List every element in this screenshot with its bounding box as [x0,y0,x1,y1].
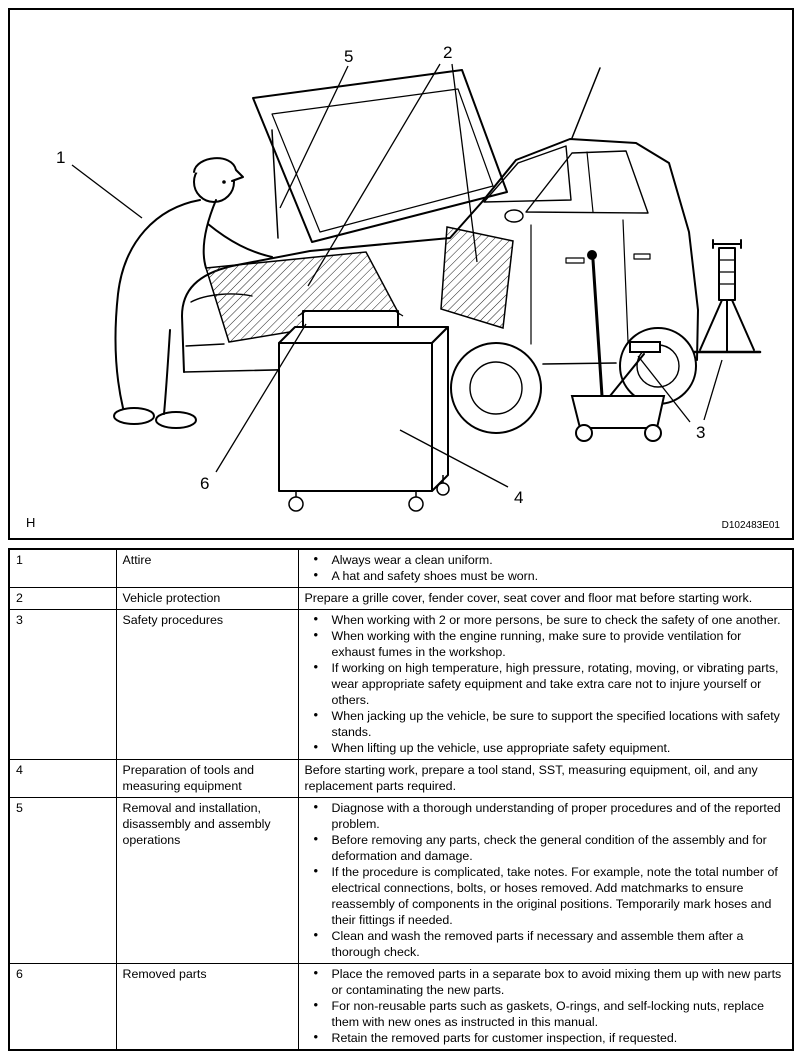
jack-handle [593,260,602,396]
table-row-removed-parts [9,964,793,1051]
mechanic-body [116,200,200,408]
safety-stand [694,240,760,352]
note-text: Prepare a grille cover, fender cover, seat cover and floor mat before starting work. [304,591,753,605]
antenna [572,68,600,138]
caster-wheel [409,497,423,511]
mechanic-shoe [114,408,154,424]
mechanic-arm [208,224,272,257]
table-row-removal-installation [9,798,793,964]
note-item: • Before removing any parts, check the general condition of the assembly and for deformation and damage. [305,832,787,864]
note-item: • If working on high temperature, high pressure, rotating, moving, or vibrating parts, wear appropriate safety equipment and take extra care not to injure yourself or others. [305,660,787,708]
callout-6: 6 [200,474,210,493]
row-notes [298,549,793,588]
stand-saddle [713,240,741,248]
jack-wheel [576,425,592,441]
table-row-tool-preparation [9,760,793,798]
table-row-vehicle-protection [9,588,793,610]
note-item: • When lifting up the vehicle, use appropriate safety equipment. [305,740,787,756]
stand-legs [700,300,754,352]
caster-wheel [437,483,449,495]
row-notes [298,798,793,964]
row-notes [298,588,793,610]
row-notes [298,610,793,760]
leader-line-1 [72,165,142,218]
callout-3: 3 [696,423,706,442]
row-notes [298,964,793,1051]
note-item: • For non-reusable parts such as gaskets, O-rings, and self-locking nuts, replace them with new ones as instructed in this manual. [305,998,787,1030]
row-number: 4 [9,760,116,798]
cart-front [279,343,432,491]
row-item: Vehicle protection [116,588,298,610]
mechanic-shoe [156,412,196,428]
note-item: • Clean and wash the removed parts if necessary and assemble them after a thorough check. [305,928,787,960]
row-item: Safety procedures [116,610,298,760]
callout-1: 1 [56,148,66,167]
note-item: • When working with 2 or more persons, be sure to check the safety of one another. [305,612,787,628]
callout-5: 5 [344,47,354,66]
note-item: • Place the removed parts in a separate box to avoid mixing them up with new parts or contaminating the new parts. [305,966,787,998]
row-item: Removal and installation, disassembly and assembly operations [116,798,298,964]
row-item: Attire [116,549,298,588]
instructions-table [8,548,794,1051]
note-item: • Always wear a clean uniform. [305,552,787,568]
rear-wheel [620,328,696,404]
mechanic-cap [194,158,243,181]
table-row-attire [9,549,793,588]
row-item: Removed parts [116,964,298,1051]
figure-corner-label: H [26,515,36,530]
workshop-scene-svg [10,10,792,538]
notes-list [305,800,787,960]
jack-wheel [645,425,661,441]
stand-post [719,248,735,300]
notes-list [305,966,787,1046]
note-text: Before starting work, prepare a tool stand, SST, measuring equipment, oil, and any replacement parts required. [304,763,758,793]
note-item: • Diagnose with a thorough understanding of proper procedures and of the reported problem. [305,800,787,832]
figure-code: D102483E01 [721,520,780,531]
jack-body [572,396,664,428]
row-number: 1 [9,549,116,588]
hood-support-rod [272,130,278,238]
callout-4: 4 [514,488,524,507]
table-row-safety-procedures [9,610,793,760]
workshop-illustration [8,8,794,540]
note-item: • Retain the removed parts for customer inspection, if requested. [305,1030,787,1046]
row-item: Preparation of tools and measuring equipment [116,760,298,798]
cart-side [432,327,448,491]
leader-line-5 [280,66,348,208]
row-number: 2 [9,588,116,610]
front-wheel [451,343,541,433]
row-notes [298,760,793,798]
note-item: • A hat and safety shoes must be worn. [305,568,787,584]
fender-cover [441,227,513,328]
note-item: • When jacking up the vehicle, be sure to support the specified locations with safety stands. [305,708,787,740]
side-mirror [505,210,523,222]
tool-stand [279,311,449,511]
note-item: • When working with the engine running, make sure to provide ventilation for exhaust fumes in the workshop. [305,628,787,660]
side-windows [526,151,648,213]
jack-saddle [630,342,660,352]
callout-2: 2 [443,43,453,62]
notes-list [305,552,787,584]
note-item: • If the procedure is complicated, take notes. For example, note the total number of electrical connections, bolts, or hoses removed. Add matchmarks to ensure reassembly of components in the original positions. Temporarily mark hoses and their fittings if needed. [305,864,787,928]
floor-jack [572,250,664,441]
caster-wheel [289,497,303,511]
row-number: 6 [9,964,116,1051]
row-number: 5 [9,798,116,964]
row-number: 3 [9,610,116,760]
cart-top [279,327,448,343]
notes-list [305,612,787,756]
leader-line-3b [704,360,722,420]
leader-line-2a [308,64,440,286]
